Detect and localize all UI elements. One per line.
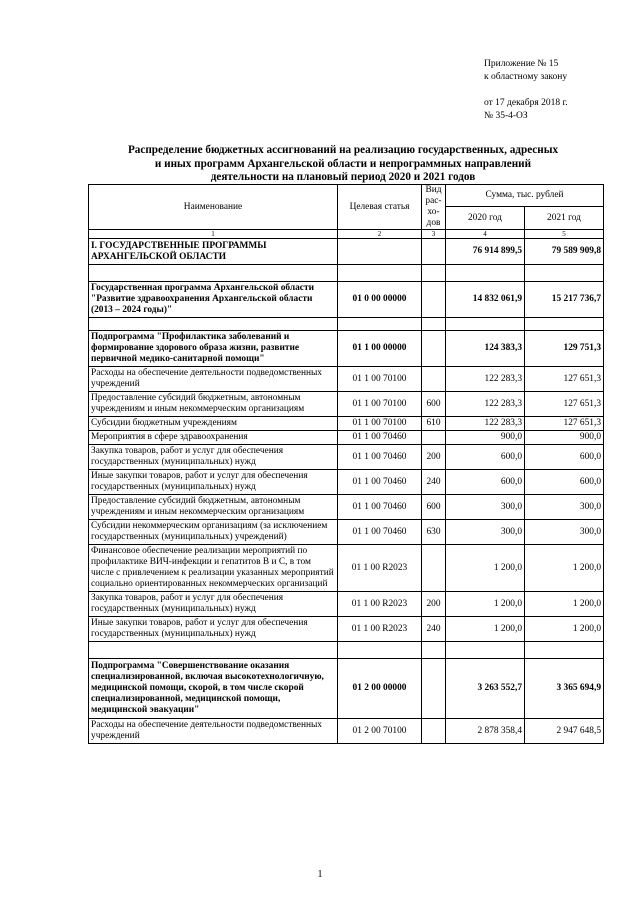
table-row	[89, 239, 604, 265]
row-2020: 600,0	[446, 470, 525, 495]
row-type	[422, 331, 446, 367]
row-2021: 127 651,3	[525, 417, 604, 431]
table-row	[89, 417, 604, 431]
row-2020: 122 283,3	[446, 367, 525, 392]
col-index: 2	[338, 230, 422, 239]
row-type: 200	[422, 592, 446, 617]
table-row	[89, 367, 604, 392]
header-2020: 2020 год	[446, 207, 525, 230]
row-name: Иные закупки товаров, работ и услуг для обеспечения государственных (муниципальных) нужд	[89, 470, 338, 495]
col-index: 5	[525, 230, 604, 239]
row-code: 01 1 00 70100	[338, 392, 422, 417]
row-2021: 79 589 909,8	[525, 239, 604, 265]
row-2021: 127 651,3	[525, 392, 604, 417]
row-name: Государственная программа Архангельской области "Развитие здравоохранения Архангельской области (2013 – 2024 годы)"	[89, 282, 338, 318]
title-line: деятельности на плановый период 2020 и 2021 годов	[210, 171, 476, 183]
row-2021: 1 200,0	[525, 592, 604, 617]
row-type	[422, 545, 446, 592]
row-type: 600	[422, 392, 446, 417]
table-row	[89, 659, 604, 719]
row-2021: 1 200,0	[525, 545, 604, 592]
row-name: Предоставление субсидий бюджетным, автономным учреждениям и иным некоммерческим организациям	[89, 392, 338, 417]
row-2021: 127 651,3	[525, 367, 604, 392]
row-name: Мероприятия в сфере здравоохранения	[89, 431, 338, 445]
row-2020: 1 200,0	[446, 545, 525, 592]
row-2020: 900,0	[446, 431, 525, 445]
table-row	[89, 719, 604, 744]
row-2021: 1 200,0	[525, 617, 604, 642]
table-row	[89, 392, 604, 417]
row-2020: 1 200,0	[446, 592, 525, 617]
row-name: Подпрограмма "Совершенствование оказания специализированной, включая высокотехнологичную, медицинской помощи, скорой, в том числе скорой специализированной, медицинской помощи, медицинской эвакуации"	[89, 659, 338, 719]
row-type	[422, 659, 446, 719]
row-2020: 300,0	[446, 520, 525, 545]
row-name: Субсидии бюджетным учреждениям	[89, 417, 338, 431]
header-name: Наименование	[89, 185, 338, 230]
header-target: Целевая статья	[338, 185, 422, 230]
row-2020: 122 283,3	[446, 392, 525, 417]
row-2021: 15 217 736,7	[525, 282, 604, 318]
row-code: 01 2 00 00000	[338, 659, 422, 719]
row-name: Предоставление субсидий бюджетным, автономным учреждениям и иным некоммерческим организациям	[89, 495, 338, 520]
row-type	[422, 431, 446, 445]
row-name: Субсидии некоммерческим организациям (за исключением государственных (муниципальных) учреждений)	[89, 520, 338, 545]
row-code: 01 1 00 70460	[338, 520, 422, 545]
row-code: 01 0 00 00000	[338, 282, 422, 318]
header-sum: Сумма, тыс. рублей	[446, 185, 604, 207]
appendix-line: Приложение № 15	[484, 59, 559, 69]
row-2021: 900,0	[525, 431, 604, 445]
row-2020: 14 832 061,9	[446, 282, 525, 318]
row-code: 01 1 00 R2023	[338, 545, 422, 592]
row-code: 01 1 00 70460	[338, 445, 422, 470]
table-row	[89, 495, 604, 520]
row-code: 01 1 00 70460	[338, 495, 422, 520]
row-name: I. ГОСУДАРСТВЕННЫЕ ПРОГРАММЫ АРХАНГЕЛЬСКОЙ ОБЛАСТИ	[89, 239, 338, 265]
row-code: 01 2 00 70100	[338, 719, 422, 744]
header-type: Вид рас-хо-дов	[422, 185, 446, 230]
title-line: Распределение бюджетных ассигнований на реализацию государственных, адресных	[127, 144, 559, 156]
row-type: 630	[422, 520, 446, 545]
table-row	[89, 331, 604, 367]
row-2021: 600,0	[525, 470, 604, 495]
row-type	[422, 239, 446, 265]
row-name: Расходы на обеспечение деятельности подведомственных учреждений	[89, 367, 338, 392]
row-code	[338, 239, 422, 265]
row-code: 01 1 00 70100	[338, 367, 422, 392]
row-type	[422, 719, 446, 744]
appendix-line: № 35-4-ОЗ	[484, 111, 528, 121]
header-2021: 2021 год	[525, 207, 604, 230]
row-code: 01 1 00 R2023	[338, 592, 422, 617]
row-2021: 3 365 694,9	[525, 659, 604, 719]
row-name: Закупка товаров, работ и услуг для обеспечения государственных (муниципальных) нужд	[89, 445, 338, 470]
row-type	[422, 367, 446, 392]
row-type: 200	[422, 445, 446, 470]
row-2020: 1 200,0	[446, 617, 525, 642]
row-2021: 129 751,3	[525, 331, 604, 367]
table-row	[89, 282, 604, 318]
table-row	[89, 470, 604, 495]
table-row	[89, 545, 604, 592]
col-index: 3	[422, 230, 446, 239]
page-number: 1	[317, 869, 323, 880]
appendix-line: к областному закону	[484, 72, 568, 82]
table-row	[89, 617, 604, 642]
table-row	[89, 520, 604, 545]
row-name: Финансовое обеспечение реализации мероприятий по профилактике ВИЧ-инфекции и гепатитов B и C, в том числе с привлечением к реализации указанных мероприятий социально ориентированных некоммерческих организаций	[89, 545, 338, 592]
table-row	[89, 431, 604, 445]
col-index: 4	[446, 230, 525, 239]
appendix-block	[484, 58, 568, 123]
row-2020: 2 878 358,4	[446, 719, 525, 744]
table-row	[89, 445, 604, 470]
col-index: 1	[89, 230, 338, 239]
row-2020: 76 914 899,5	[446, 239, 525, 265]
title-line: и иных программ Архангельской области и непрограммных направлений	[154, 157, 532, 170]
row-2021: 600,0	[525, 445, 604, 470]
row-2020: 300,0	[446, 495, 525, 520]
row-type	[422, 282, 446, 318]
row-2021: 300,0	[525, 520, 604, 545]
row-2021: 300,0	[525, 495, 604, 520]
row-2021: 2 947 648,5	[525, 719, 604, 744]
document-title	[86, 144, 600, 185]
row-name: Закупка товаров, работ и услуг для обеспечения государственных (муниципальных) нужд	[89, 592, 338, 617]
budget-table	[88, 184, 604, 744]
table-row	[89, 592, 604, 617]
row-2020: 600,0	[446, 445, 525, 470]
column-index-row	[89, 230, 604, 239]
row-name: Расходы на обеспечение деятельности подведомственных учреждений	[89, 719, 338, 744]
row-type: 600	[422, 495, 446, 520]
row-type: 610	[422, 417, 446, 431]
row-2020: 122 283,3	[446, 417, 525, 431]
row-code: 01 1 00 70460	[338, 431, 422, 445]
row-code: 01 1 00 70460	[338, 470, 422, 495]
row-2020: 124 383,3	[446, 331, 525, 367]
row-name: Иные закупки товаров, работ и услуг для обеспечения государственных (муниципальных) нужд	[89, 617, 338, 642]
row-code: 01 1 00 70100	[338, 417, 422, 431]
row-type: 240	[422, 470, 446, 495]
appendix-line: от 17 декабря 2018 г.	[484, 98, 568, 108]
row-code: 01 1 00 00000	[338, 331, 422, 367]
row-2020: 3 263 552,7	[446, 659, 525, 719]
row-type: 240	[422, 617, 446, 642]
row-code: 01 1 00 R2023	[338, 617, 422, 642]
row-name: Подпрограмма "Профилактика заболеваний и формирование здорового образа жизни, развитие первичной медико-санитарной помощи"	[89, 331, 338, 367]
